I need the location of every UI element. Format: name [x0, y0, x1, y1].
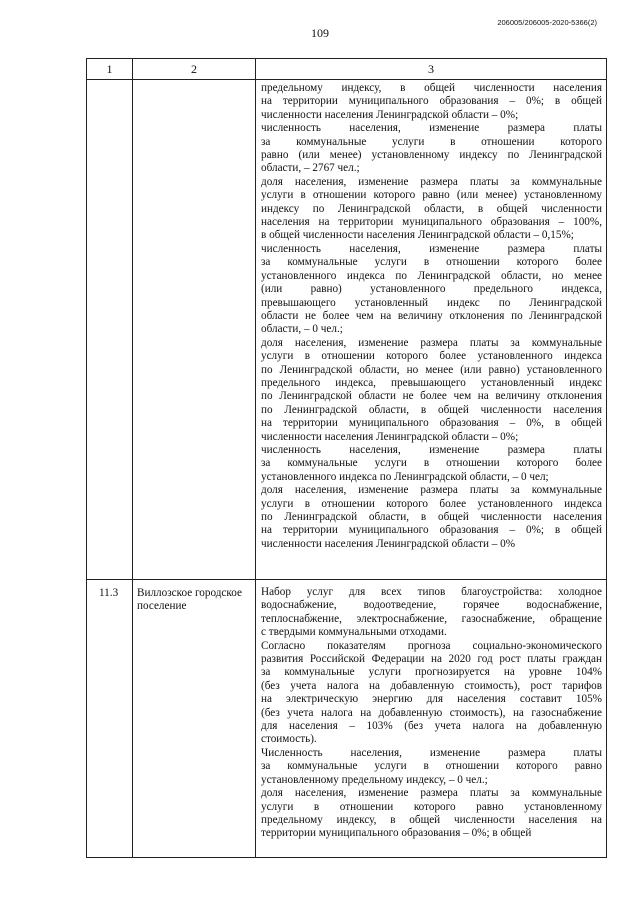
- text-line: численности населения Ленинградской области – 0%: [261, 537, 516, 550]
- text-line: установленному предельному индексу, – 0 чел.;: [261, 773, 488, 786]
- text-line: за коммунальные услуги в отношении которого более: [261, 256, 602, 269]
- description-cell: [256, 80, 607, 580]
- text-line: на территории муниципального образования – 0%, в общей: [261, 417, 602, 430]
- text-line: доля населения, изменение размера платы за коммунальные: [261, 787, 602, 800]
- text-line: с твердыми коммунальными отходами.: [261, 626, 447, 639]
- row-number: 11.3: [87, 580, 133, 858]
- text-line: на территории муниципального образования – 0%; в общей: [261, 95, 602, 108]
- text-line: установленного индекса по Ленинградской области, – 0 чел;: [261, 470, 549, 483]
- text-line: территории муниципального образования – 0%; в общей: [261, 827, 532, 840]
- text-line: численность населения, изменение размера платы: [261, 122, 602, 135]
- text-line: по Ленинградской области, в общей численности населения: [261, 403, 602, 416]
- text-line: стоимость).: [261, 733, 317, 746]
- column-header-1: 1: [87, 59, 133, 80]
- text-line: предельному индексу, в общей численности населения на: [261, 813, 602, 826]
- text-line: услуги в отношении которого более установленного индекса: [261, 350, 602, 363]
- document-reference: 206005/206005-2020-5366(2): [497, 18, 597, 27]
- text-line: доля населения, изменение размера платы за коммунальные: [261, 484, 602, 497]
- text-line: теплоснабжение, электроснабжение, газоснабжение, обращение: [261, 612, 602, 625]
- text-line: за коммунальные услуги в отношении которого: [261, 135, 602, 148]
- text-line: равно (или менее) установленному индексу по Ленинградской: [261, 149, 602, 162]
- page-number: 109: [311, 26, 329, 40]
- text-line: предельному индексу, в общей численности населения: [261, 82, 602, 94]
- content-table: [86, 58, 607, 858]
- text-line: развития Российской Федерации на 2020 год рост платы граждан: [261, 653, 602, 666]
- text-line: установленного индекса по Ленинградской области, но менее: [261, 269, 602, 282]
- description-text: [256, 80, 606, 551]
- text-line: за коммунальные услуги в отношении которого равно: [261, 760, 602, 773]
- text-line: за коммунальные услуги прогнозируется на уровне 104%: [261, 666, 602, 679]
- text-line: индексу по Ленинградской области, в общей численности: [261, 202, 602, 215]
- text-line: превышающего установленный индекс по Ленинградской: [261, 296, 602, 309]
- text-line: водоснабжение, водоотведение, горячее водоснабжение,: [261, 599, 602, 612]
- text-line: услуги в отношении которого более установленного индекса: [261, 497, 602, 510]
- text-line: по Ленинградской области, но менее (или равно) установленного: [261, 363, 602, 376]
- text-line: в общей численности населения Ленинградской области – 0,15%;: [261, 229, 574, 242]
- description-text: [256, 580, 606, 841]
- text-line: услуги в отношении которого равно установленному: [261, 800, 602, 813]
- table-header-row: [87, 59, 607, 80]
- column-header-3: 3: [256, 59, 607, 80]
- text-line: численность населения, изменение размера платы: [261, 242, 602, 255]
- column-header-2: 2: [133, 59, 256, 80]
- text-line: области, – 0 чел.;: [261, 323, 343, 336]
- table-row: [87, 580, 607, 858]
- text-line: (без учета налога на добавленную стоимость), рост тарифов: [261, 679, 602, 692]
- text-line: для населения – 103% (без учета налога на добавленную: [261, 720, 602, 733]
- text-line: численность населения, изменение размера платы: [261, 443, 602, 456]
- text-line: Согласно показателям прогноза социально-экономического: [261, 639, 602, 652]
- text-line: доля населения, изменение размера платы за коммунальные: [261, 336, 602, 349]
- text-line: по Ленинградской области, в общей численности населения: [261, 511, 602, 523]
- municipality-name: Виллозское городское поселение: [133, 580, 256, 858]
- text-line: области, – 2767 чел.;: [261, 162, 360, 175]
- text-line: Численность населения, изменение размера платы: [261, 746, 602, 759]
- description-cell: [256, 580, 607, 858]
- text-line: предельного индекса, превышающего установленный индекс: [261, 376, 602, 389]
- table-row: [87, 80, 607, 580]
- text-line: услуги в отношении которого равно (или менее) установленному: [261, 189, 602, 202]
- text-line: численности населения Ленинградской области – 0%;: [261, 430, 519, 443]
- text-line: доля населения, изменение размера платы за коммунальные: [261, 175, 602, 188]
- row-number: [87, 80, 133, 580]
- text-line: Набор услуг для всех типов благоустройства: холодное: [261, 586, 602, 598]
- text-line: (без учета налога на добавленную стоимость), на газоснабжение: [261, 706, 602, 719]
- text-line: (или равно) установленного предельного индекса,: [261, 283, 602, 296]
- text-line: численности населения Ленинградской области – 0%;: [261, 108, 519, 121]
- text-line: за коммунальные услуги в отношении которого более: [261, 457, 602, 470]
- municipality-name: [133, 80, 256, 580]
- text-line: населения на территории муниципального образования – 100%,: [261, 216, 602, 229]
- text-line: на электрическую энергию для населения составит 105%: [261, 693, 602, 706]
- text-line: области не более чем на величину отклонения по Ленинградской: [261, 309, 602, 322]
- text-line: на территории муниципального образования – 0%; в общей: [261, 524, 602, 537]
- text-line: по Ленинградской области не более чем на величину отклонения: [261, 390, 602, 403]
